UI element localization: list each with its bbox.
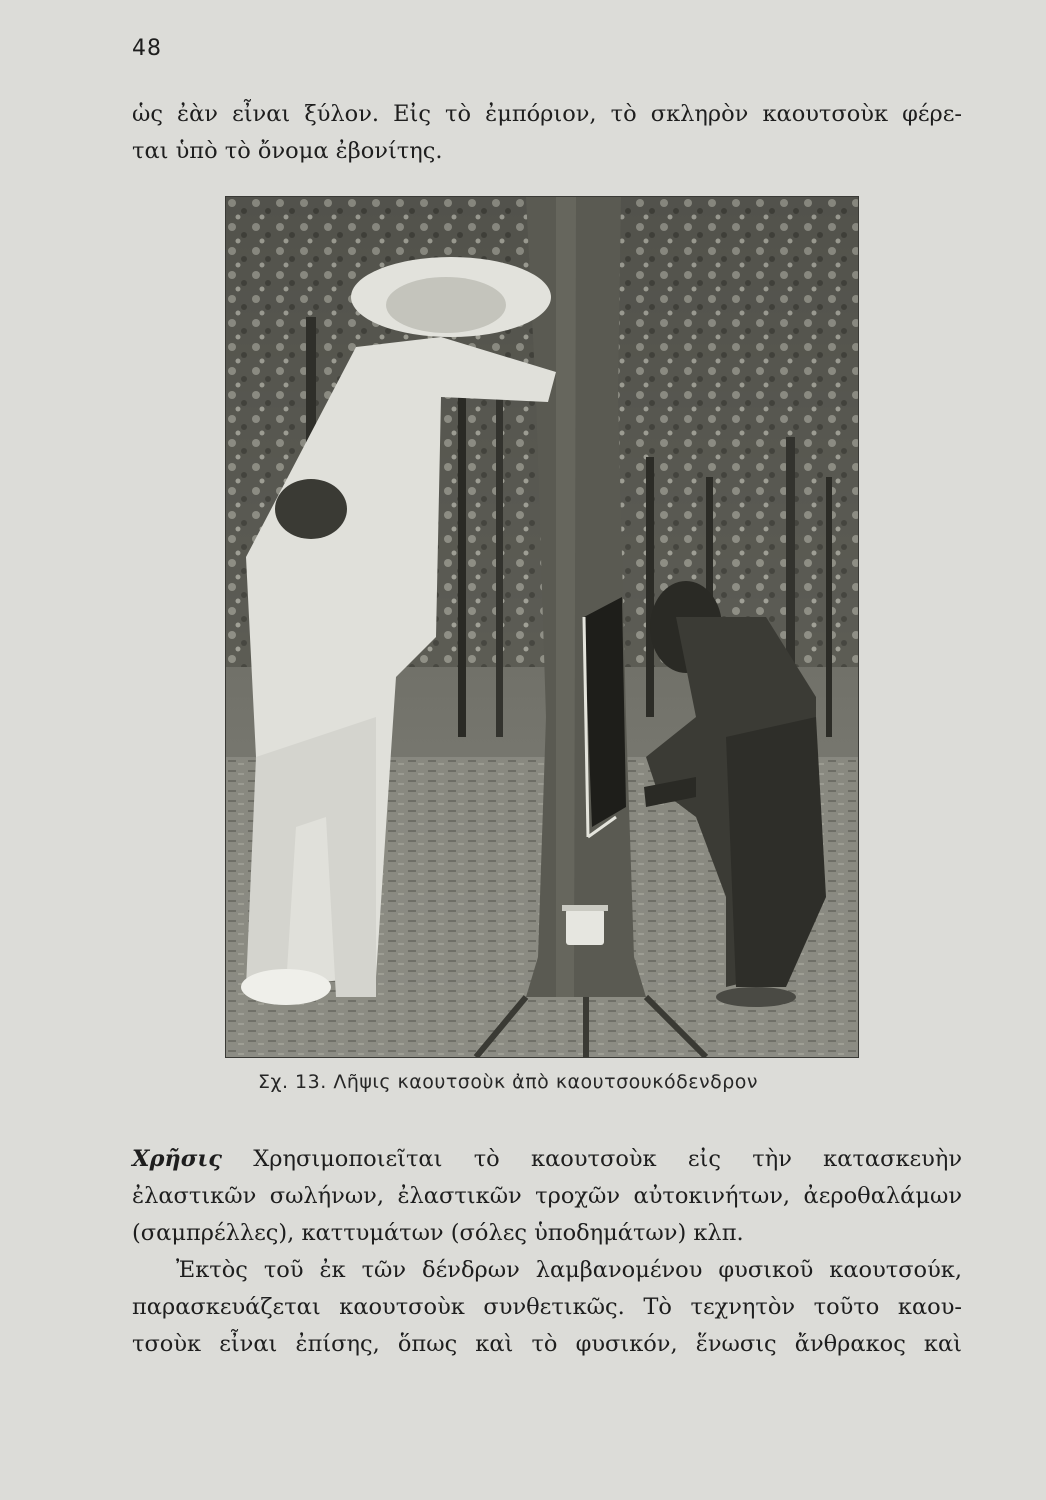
text-line: παρασκευάζεται καουτσοὺκ συνθετικῶς. Τὸ τεχνητὸν τοῦτο καου- [132, 1294, 962, 1320]
run-in-heading: Χρῆσις [132, 1146, 222, 1172]
text-line: ἐλαστικῶν σωλήνων, ἐλαστικῶν τροχῶν αὐτοκινήτων, ἀεροθαλάμων [132, 1183, 962, 1209]
text-line-with-heading [132, 1141, 962, 1178]
bottom-paragraph [132, 1141, 962, 1363]
text-line-rest: Χρησιμοποιεῖται τὸ καουτσοὺκ εἰς τὴν κατασκευὴν [221, 1146, 962, 1172]
figure-caption: Σχ. 13. Λῆψις καουτσοὺκ ἀπὸ καουτσουκόδενδρον [258, 1071, 759, 1093]
top-paragraph [132, 96, 962, 170]
text-line: τσοὺκ εἶναι ἐπίσης, ὅπως καὶ τὸ φυσικόν, ἕνωσις ἄνθρακος καὶ [132, 1331, 962, 1357]
text-line: Ἐκτὸς τοῦ ἐκ τῶν δένδρων λαμβανομένου φυσικοῦ καουτσούκ, [176, 1257, 962, 1283]
page-number: 48 [132, 36, 162, 61]
text-line: (σαμπρέλλες), καττυμάτων (σόλες ὑποδημάτων) κλπ. [132, 1220, 744, 1246]
text-line: ται ὑπὸ τὸ ὄνομα ἐβονίτης. [132, 138, 443, 164]
figure-photo [225, 196, 859, 1058]
text-line: ὡς ἐὰν εἶναι ξύλον. Εἰς τὸ ἐμπόριον, τὸ σκληρὸν καουτσοὺκ φέρε- [132, 101, 962, 127]
rubber-tapping-photo [226, 197, 858, 1057]
